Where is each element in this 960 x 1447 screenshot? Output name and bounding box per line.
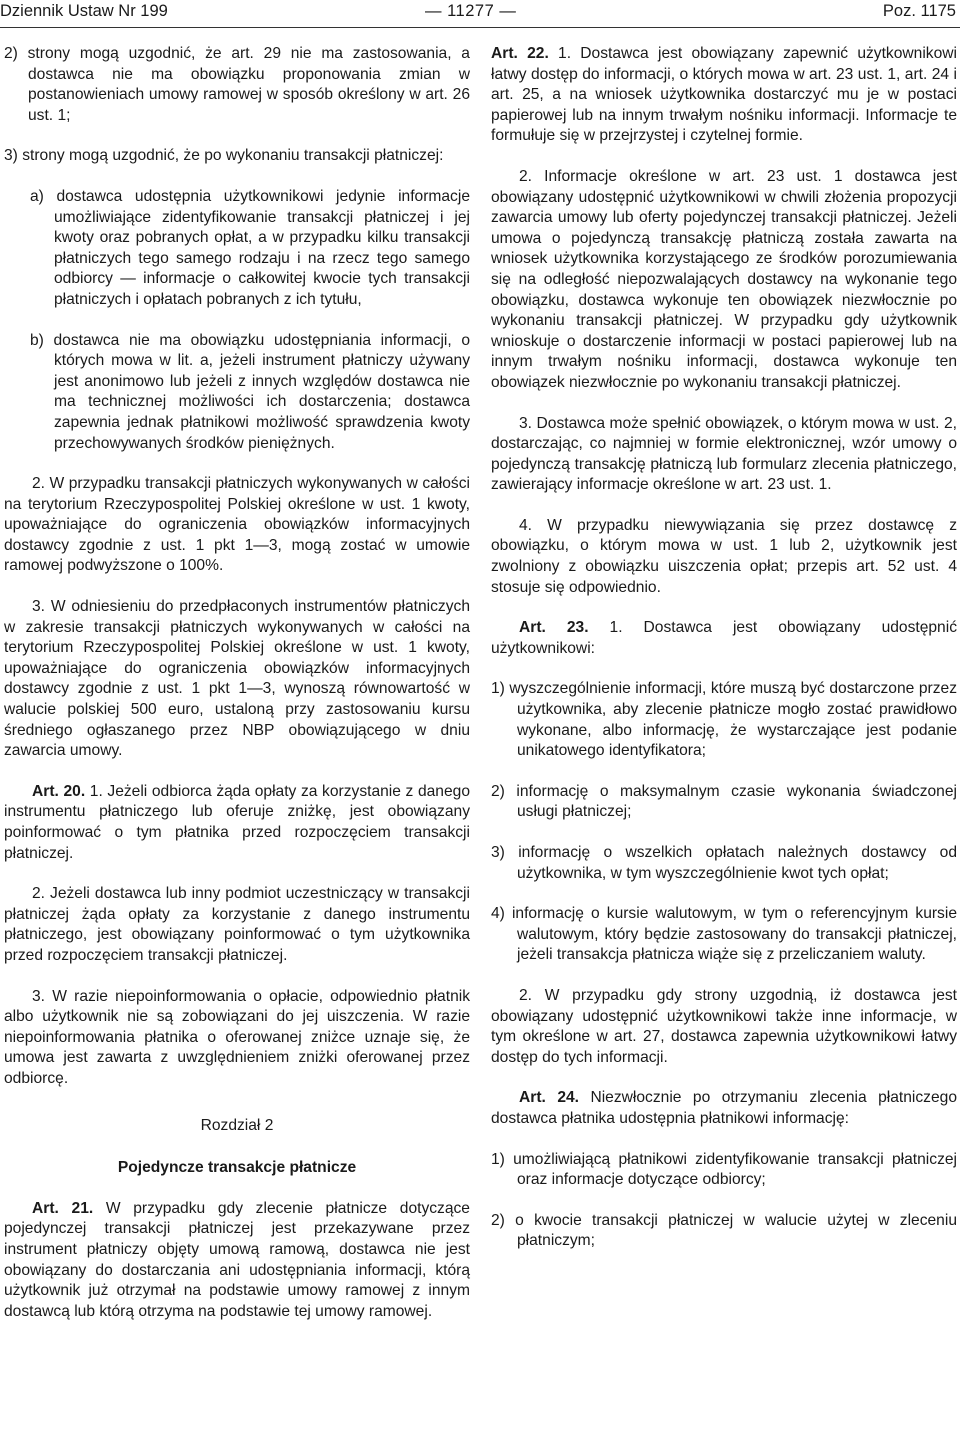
chapter-number: Rozdział 2 bbox=[200, 1116, 274, 1134]
article-20-text: 1. Jeżeli odbiorca żąda opłaty za korzystanie z danego instrumentu płatniczego lub oferuje zniżkę, jest obowiązany poinformować o tym płatnika przed rozpoczęciem transakcji płatniczej. bbox=[4, 782, 470, 862]
article-24-item-1: 1) umożliwiającą płatnikowi zidentyfikowanie transakcji płatniczej oraz informacje dotyczące odbiorcy; bbox=[491, 1150, 957, 1189]
header-rule bbox=[0, 27, 960, 28]
article-23-item-1: 1) wyszczególnienie informacji, które muszą być dostarczone przez użytkownika, aby zlecenie płatnicze mogło zostać prawidłowo wykonane, albo informację, że wystarczające jest podanie unikatowego identyfikatora; bbox=[491, 680, 957, 760]
right-column bbox=[491, 44, 957, 1272]
article-22-text: 1. Dostawca jest obowiązany zapewnić użytkownikowi łatwy dostęp do informacji, o których mowa w art. 23 ust. 1, art. 24 i art. 25, a na wniosek użytkownika dostarczyć mu je w postaci papierowej lub na innym trwałym nośniku informacji. Informacje te formułuje się w przejrzystej i czytelnej formie. bbox=[491, 45, 957, 145]
article-24 bbox=[491, 1088, 957, 1129]
position-number: Poz. 1175 bbox=[882, 2, 956, 20]
article-24-item-2: 2) o kwocie transakcji płatniczej w walucie użytej w zleceniu płatniczym; bbox=[491, 1211, 957, 1250]
article-23-paragraph-2: 2. W przypadku gdy strony uzgodnią, iż dostawca jest obowiązany udostępnić użytkownikowi także inne informacje, w tym określone w art. 27, dostawca zapewnia użytkownikowi łatwy dostęp do tych informacji. bbox=[491, 986, 957, 1066]
article-20-label: Art. 20. bbox=[32, 782, 86, 800]
article-23 bbox=[491, 618, 957, 659]
article-22-label: Art. 22. bbox=[491, 45, 549, 62]
point-2: 2) strony mogą uzgodnić, że art. 29 nie ma zastosowania, a dostawca nie ma obowiązku proponowania zmian w postanowieniach umowy ramowej w sposób określony w art. 26 ust. 1; bbox=[4, 45, 470, 124]
paragraph-3: 3. W odniesieniu do przedpłaconych instrumentów płatniczych w zakresie transakcji płatniczych wykonywanych w całości na terytorium Rzeczypospolitej Polskiej określone w ust. 1 kwoty, upoważniające do ograniczenia obowiązków informacyjnych dostawcy zgodnie z ust. 1 pkt 1—3, wynoszą równowartość w walucie polskiej 500 euro, ustaloną przy zastosowaniu kursu średniego ogłaszanego przez NBP obowiązującego w dniu zawarcia umowy. bbox=[4, 598, 470, 760]
article-20 bbox=[4, 782, 470, 864]
point-3: 3) strony mogą uzgodnić, że po wykonaniu transakcji płatniczej: bbox=[4, 147, 444, 165]
article-21-label: Art. 21. bbox=[32, 1199, 94, 1217]
article-21 bbox=[4, 1199, 470, 1323]
page-number: — 11277 — bbox=[425, 2, 517, 20]
journal-title: Dziennik Ustaw Nr 199 bbox=[0, 2, 168, 20]
article-23-item-2: 2) informację o maksymalnym czasie wykonania świadczonej usługi płatniczej; bbox=[491, 782, 957, 821]
letter-a: a) dostawca udostępnia użytkownikowi jedynie informacje umożliwiające zidentyfikowanie transakcji płatniczej i jej kwoty oraz pobranych opłat, a w przypadku kilku transakcji płatniczych tego samego rodzaju i na rzecz tego samego odbiorcy — informacje o całkowitej kwocie tych transakcji płatniczych i opłatach pobranych z ich tytułu, bbox=[30, 187, 470, 308]
article-22-paragraph-3: 3. Dostawca może spełnić obowiązek, o którym mowa w ust. 2, dostarczając, co najmniej w formie elektronicznej, wzór umowy o pojedynczą transakcję płatniczą lub formularz zlecenia płatniczego, zawierający informacje określone w art. 23 ust. 1. bbox=[491, 414, 957, 494]
letter-b: b) dostawca nie ma obowiązku udostępniania informacji, o których mowa w lit. a, jeżeli instrument płatniczy używany jest anonimowo lub jeżeli z innych względów dostawca nie ma technicznej możliwości ich dostarczenia; dostawca zapewnia jednak płatnikowi możliwość sprawdzenia kwoty przechowywanych środków pieniężnych. bbox=[30, 331, 470, 452]
article-22-paragraph-2: 2. Informacje określone w art. 23 ust. 1 dostawca jest obowiązany udostępnić użytkownikowi w chwili złożenia propozycji zawarcia umowy lub oferty pojedynczej transakcji płatniczej. Jeżeli umowa o pojedynczą transakcję płatniczą została zawarta na wniosek użytkownika korzystającego ze środków porozumiewania się na odległość niepozwalających dostawcy na wykonanie tego obowiązku, dostawca wykonuje ten obowiązek niezwłocznie po wykonaniu transakcji płatniczej. W przypadku gdy użytkownik wnioskuje o dostarczenie informacji w postaci papierowej lub na innym trwałym nośniku informacji, dostawca wykonuje ten obowiązek niezwłocznie po wykonaniu transakcji płatniczej. bbox=[491, 167, 957, 391]
article-22-paragraph-4: 4. W przypadku niewywiązania się przez dostawcę z obowiązku, o którym mowa w ust. 1 lub 2, użytkownik jest zwolniony z obowiązku uiszczenia opłat; przepis art. 52 ust. 4 stosuje się odpowiednio. bbox=[491, 516, 957, 596]
article-23-label: Art. 23. bbox=[519, 619, 589, 637]
chapter-title: Pojedyncze transakcje płatnicze bbox=[117, 1159, 357, 1177]
article-23-item-4: 4) informację o kursie walutowym, w tym o referencyjnym kursie walutowym, który będzie zastosowany do transakcji płatniczej, jeżeli transakcja płatnicza wiąże się z przeliczaniem waluty. bbox=[491, 905, 957, 964]
article-24-label: Art. 24. bbox=[519, 1089, 579, 1107]
article-20-paragraph-3: 3. W razie niepoinformowania o opłacie, odpowiednio płatnik albo użytkownik nie są zobowiązani do jej uiszczenia. W razie niepoinformowania płatnika o oferowanej zniżce uznaje się, że umowa jest zawarta z uwzględnieniem zniżki oferowanej przez odbiorcę. bbox=[4, 987, 470, 1087]
article-23-item-3: 3) informację o wszelkich opłatach należnych dostawcy od użytkownika, w tym wyszczególnienie kwot tych opłat; bbox=[491, 844, 957, 882]
article-21-text: W przypadku gdy zlecenie płatnicze dotyczące pojedynczej transakcji płatniczej jest przekazywane przez instrument płatniczy objęty umową ramową, dostawca nie jest obowiązany do dostarczania ani udostępniania informacji, którą użytkownik już otrzymał na podstawie umowy ramowej z innym dostawcą lub którą otrzyma na podstawie tej umowy ramowej. bbox=[4, 1199, 470, 1320]
left-column bbox=[4, 44, 470, 1342]
article-23-text: 1. Dostawca jest obowiązany udostępnić użytkownikowi: bbox=[491, 619, 957, 657]
paragraph-2: 2. W przypadku transakcji płatniczych wykonywanych w całości na terytorium Rzeczypospolitej Polskiej określone w ust. 1 kwoty, upoważniające do ograniczenia obowiązków informacyjnych dostawcy zgodnie z ust. 1 pkt 1—3, mogą zostać w umowie ramowej podwyższone o 100%. bbox=[4, 475, 470, 575]
article-20-paragraph-2: 2. Jeżeli dostawca lub inny podmiot uczestniczący w transakcji płatniczej żąda opłaty za korzystanie z danego instrumentu płatniczego, jest obowiązany poinformować o tym użytkownika przed rozpoczęciem transakcji płatniczej. bbox=[4, 885, 470, 964]
page-header bbox=[0, 0, 960, 30]
article-24-text: Niezwłocznie po otrzymaniu zlecenia płatniczego dostawca płatnika udostępnia płatnikowi informację: bbox=[491, 1089, 957, 1127]
article-22 bbox=[491, 44, 957, 147]
